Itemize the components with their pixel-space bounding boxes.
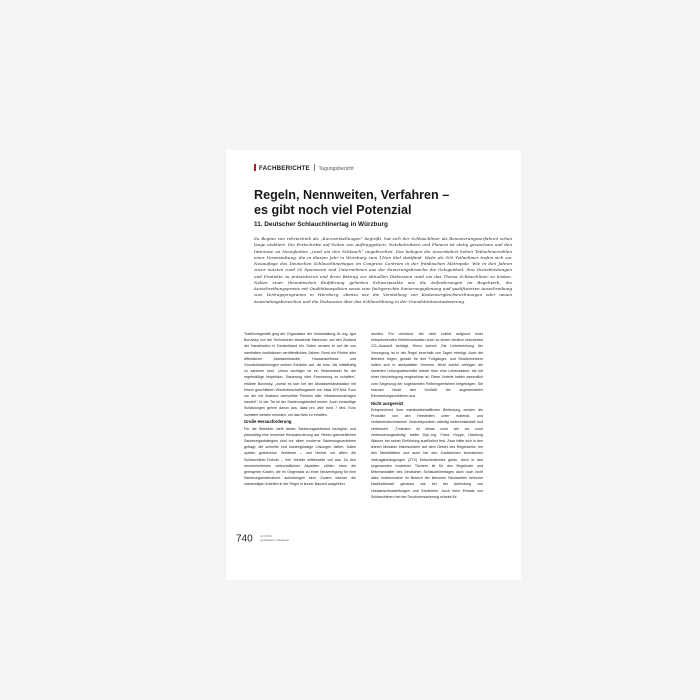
body-paragraph: werden. Ein Umstand, der nicht zuletzt aufgrund einer entsprechenden Verkehrssituation auch zu einem deutlich reduzierten CO₂-Ausstoß beiträgt. Hinzu kommt: Die Unterbrechung der Versorgung ist in der Regel innerhalb von Tagen erledigt. Auch die Betriebe folgen, gerade für den Fußgänger- und Straßenverkehr halten sich in akzeptablen Grenzen. Nicht zuletzt verfügen die sanierten Leitungsabschnitte wieder über eine Lebensdauer, die mit einer Neuverlegung vergleichbar ist. Diese Vorteile haben wesentlich zum Siegeszug der sogenannten Relininigverfahren beigetragen. Sie machen heute den Großteil der angewendeten Renovierungsverfahren aus.	[371, 332, 483, 399]
title-line-1: Regeln, Nennweiten, Verfahren –	[254, 188, 450, 202]
section-heading: Nicht ausgereizt	[371, 400, 404, 406]
article-title	[254, 188, 514, 218]
article-subtitle: 11. Deutscher Schlauchlinertag in Würzburg	[254, 221, 388, 228]
page-footer	[236, 530, 289, 548]
page-number: 740	[236, 533, 253, 545]
body-column-right	[371, 331, 483, 500]
header-divider	[314, 164, 315, 171]
body-column-left	[244, 331, 356, 488]
section-marker-bar	[254, 164, 256, 171]
article-page	[226, 150, 521, 580]
issue-date: 12 | 2013	[260, 534, 272, 539]
issue-info	[260, 535, 289, 542]
title-line-2: es gibt noch viel Potenzial	[254, 203, 412, 217]
journal-name: gwf-Wasser | Abwasser	[260, 537, 290, 542]
section-header	[254, 164, 354, 172]
lead-paragraph: Zu Beginn von rohrtechnik als „Kurzvorstellungen“ begrüßt, hat sich der Schlauchliner als Renovierungsverfahren schon lange etabliert. Die Fortschritte auf Seiten von Auftraggebern, Netzbetreibern und Planern ist stetig gewachsen und den Interesse an Neuigkeiten „rund um den Schlauch“ ungebrochen. Das belegen die unverändert hohen Teilnehmerzahlen einer Veranstaltung, die in diesem Jahr in Würzburg zum 11ten Mal stattfand. Mehr als 500 Teilnehmer trafen sich zur Neuauflage des Deutschen Schlauchlinertages im Congress Centrum in der fränkischen Metropole. Wie in den Jahren zuvor nutzten rund 50 Sponsoren und Unternehmen aus der Sanierungsbranche die Gelegenheit, ihre Dienstleistungen und Produkte zu präsentieren und ihren Beitrag zur aktuellen Diskussion rund um das Thema Schlauchliner zu leisten. Neben einer thematischen Einführung gehörten Schwerpunkte wie die Anforderungen im Regelwerk, die Ausschreibungspraxis mit Qualitätsaspekten sowie eine fachgerechte Sanierungsplanung und qualifizierten Ausschreibung zum Vortragsprogramm in Würzburg, ebenso wie die Vorstellung von Kostenvergleichsrechnungen oder neuen Anwendungsbereichen und die Diskussion über das Schlauchlining in der Grundstücksentwässerung.	[254, 236, 512, 304]
subsection-label: Tagungsbericht	[318, 166, 354, 172]
body-paragraph: Für die Betreiber stellt dieser Sanierungsaufwand bezüglich und planmäßig eine immense Herausforderung dar. Neben ganzheitlichen Sanierungsstrategien sind vor allem moderne Sanierungsverfahren gefragt, die schnelle und kostengünstige Lösungen bieten. Dabei spielen grabenlose Verfahren – und hierbei vor allem die Schlauchliner-Technik – ihre Vorteile mittlerweile voll aus. Zu den renommiertesten wirtschaftlichen Aspekten zählen etwa die geringeren Kosten, die im Gegensatz zu einer Neuverlegung für eine Sanierungsmaßnahme aufzubringen sind. Zudem können die notwendigen Arbeiten in der Regel in kurzer Bauzeit ausgeführt	[244, 426, 356, 487]
body-paragraph: Traditionsgemäß ging der Organisator der Veranstaltung Dr.-Ing. Igor Borovsky von der Technischen Akademie Hannover, auf den Zustand der Kanalisation in Deutschland ein. Dabei verwies er auf die von namhaften Institutionen veröffentlichten Zahlen: Rund ein Fünftel aller öffentlichen Abwasserkanäle, Hausanschlüsse und Grundstücksleitungen weisen Schäden auf, die kurz- bis mittelfristig zu sanieren sind. „Umso wichtiger ist es, Bewusstsein für die regelmäßige Inspektion, Sanierung oder Erneuerung zu schaffen“, erklärte Borovsky, „zumal es sich bei der Abwasserkanalisation mit einem geschätzten Wiederbeschaffungswert von etwa 576 Mrd. Euro um die mit Abstand wertvollste Position aller Infrastrukturanlagen handelt.“ In der Tat ist der Sanierungsbedarf enorm. Auch vorsichtige Schätzungen gehen davon aus, dass pro Jahr rund 7 Mrd. Euro investiert werden müssten, um das Netz zu erhalten.	[244, 332, 356, 417]
section-heading: Große Herausforderung	[244, 419, 292, 425]
section-label: FACHBERICHTE	[259, 165, 310, 172]
body-paragraph: Entsprechend ihrer marktwirtschaftlichen Bedeutung werden die Produkte von den Herstellern unter material- und verfahrenstechnischen Gesichtspunkten ständig weiterentwickelt und verbessert. „Trotzdem ist etwas noch wie vor noch verbesserungswürdig“ stellte Dipl.-Ing. Franz Hoppe, Hamburg Wasser, bei seiner Einführung ausführlich fest. Zwar hätte sich in den letzten Monaten insbesondere auf dem Gebiet des Regelwerks, bei den Merkblättern und auch bei den Zusätzlichen technischen Vertragsbedingungen (ZTV) Entscheidendes getan, doch in den sogenannten trockenen Tüchern ist für den Begründer und Mitveranstalter des Deutschen Schlauchlinertages doch noch nicht alles. Insbesondere im Bereich der kleineren Nennweiten herrsche Nachholbedarf genauso wie bei der Anbindung von Hausanschlussleitungen und Schächten. Auch beim Einsatz von Schlauchlinern bei der Druckrohrsanierung scheint für	[371, 407, 483, 499]
